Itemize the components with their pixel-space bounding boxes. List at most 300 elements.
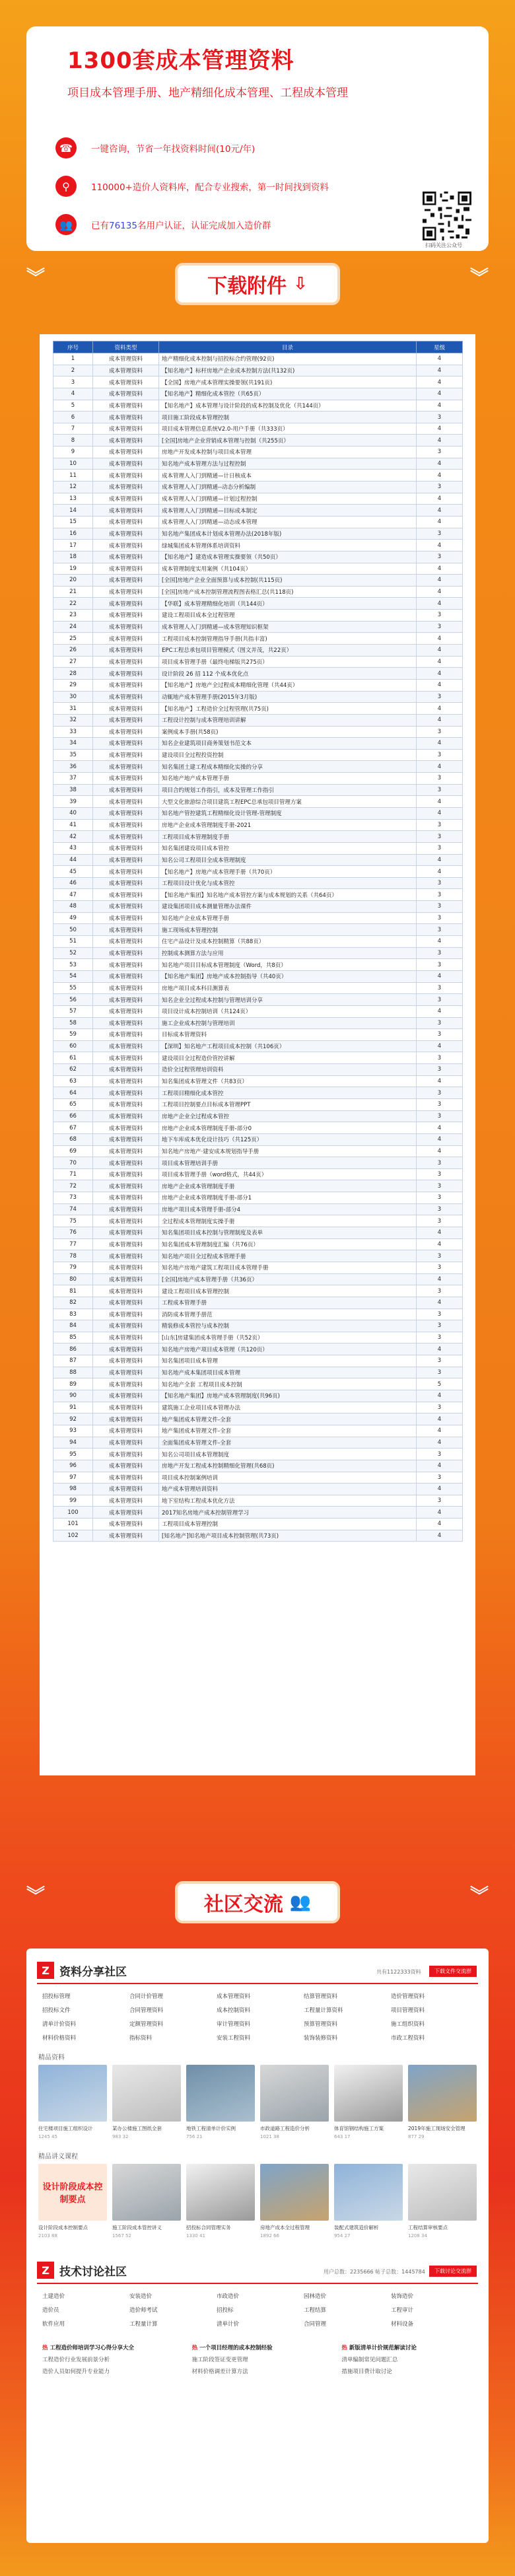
community-link[interactable]: 预算管理资料 — [304, 2021, 338, 2028]
cell-type: 成本管理资料 — [93, 982, 159, 994]
table-row[interactable] — [53, 842, 463, 854]
table-row[interactable] — [53, 796, 463, 808]
table-row[interactable] — [53, 819, 463, 831]
table-row[interactable] — [53, 540, 463, 552]
cell-title[interactable]: 知名集团成本管理文件（共83页） — [159, 1075, 417, 1087]
community-link[interactable]: 成本控制资料 — [217, 2007, 251, 2014]
cell-title[interactable]: 【知名地产】精细化成本管控（共65页） — [159, 388, 417, 400]
thumb-card[interactable] — [186, 2164, 255, 2238]
cell-title[interactable]: 房地产企业成本管理制度手册-部分0 — [159, 1122, 417, 1134]
table-row[interactable] — [53, 1320, 463, 1332]
feature-search[interactable] — [55, 176, 329, 197]
table-row[interactable] — [53, 633, 463, 645]
cell-rating: 3 — [417, 1029, 463, 1041]
cell-title[interactable]: 项目成本管理手册（最终电梯版共275页） — [159, 656, 417, 668]
cell-title[interactable]: 项目成本管理手册（word格式，共44页） — [159, 1168, 417, 1180]
cell-title[interactable]: 房地产企业成本管理制度手册-部分1 — [159, 1192, 417, 1204]
cell-rating: 3 — [417, 784, 463, 796]
cell-title[interactable]: 知名集团土建工程成本精细化实操的分享 — [159, 761, 417, 773]
cell-title[interactable]: 【知名地产】工程造价全过程管理(共75页) — [159, 703, 417, 715]
cell-title[interactable]: 【知名地产】成本管理与设计阶段的成本控制及优化（共144页） — [159, 400, 417, 411]
thumb-card[interactable] — [408, 2065, 477, 2139]
cell-title[interactable]: 成本管理人入门到精通—动态成本管理 — [159, 516, 417, 528]
table-row[interactable] — [53, 1449, 463, 1460]
table-row[interactable] — [53, 1180, 463, 1192]
community-link[interactable]: 清单计价 — [217, 2321, 240, 2328]
cell-title[interactable]: 知名地产成本管理方法与过程控制 — [159, 458, 417, 470]
community-link[interactable]: 定额管理资料 — [129, 2021, 164, 2028]
cell-title[interactable]: [全国]房地产成本管理手册（共36页） — [159, 1273, 417, 1285]
table-row[interactable] — [53, 1297, 463, 1308]
post-link[interactable]: 施工阶段签证变更管理 — [191, 2357, 248, 2363]
post-title[interactable]: 热 工程造价师培训学习心得分享大全 — [42, 2345, 134, 2351]
cell-title[interactable]: 【知名地产集团】房地产成本控制指导（共40页） — [159, 970, 417, 982]
cell-title[interactable]: 建设集团项目成本测量管理办法课件 — [159, 901, 417, 913]
community-link[interactable]: 结算管理资料 — [304, 1993, 338, 2000]
community-link[interactable]: 招投标管理 — [42, 1993, 71, 2000]
cell-index: 39 — [53, 796, 93, 808]
community-link[interactable]: 清单计价资料 — [42, 2021, 77, 2028]
cell-title[interactable]: 全过程成本管理制度实操手册 — [159, 1215, 417, 1227]
table-row[interactable] — [53, 982, 463, 994]
table-row[interactable] — [53, 773, 463, 785]
table-row[interactable] — [53, 784, 463, 796]
table-row[interactable] — [53, 959, 463, 971]
table-row[interactable] — [53, 598, 463, 610]
feature-search-text: 110000+造价人资料库，配合专业搜索，第一时间找到资料 — [91, 182, 329, 193]
cell-title[interactable]: 【知名地产】房地产全过程成本精细化管理（共44页） — [159, 679, 417, 691]
thumb-card[interactable] — [334, 2164, 403, 2238]
qr-code[interactable] — [423, 192, 471, 240]
community-link[interactable]: 材料设备 — [391, 2321, 414, 2328]
cell-type: 成本管理资料 — [93, 1519, 159, 1530]
table-row[interactable] — [53, 656, 463, 668]
cell-type: 成本管理资料 — [93, 668, 159, 680]
table-row[interactable] — [53, 807, 463, 819]
thumb-card[interactable] — [38, 2065, 107, 2139]
table-row[interactable] — [53, 1262, 463, 1273]
cell-title[interactable]: 房地产企业成本管理制度手册 — [159, 1180, 417, 1192]
table-row[interactable] — [53, 1238, 463, 1250]
table-row[interactable] — [53, 936, 463, 948]
table-row[interactable] — [53, 1332, 463, 1343]
community-link[interactable]: 软件应用 — [42, 2321, 65, 2328]
table-row[interactable] — [53, 854, 463, 866]
table-row[interactable] — [53, 726, 463, 738]
cell-rating: 4 — [417, 738, 463, 750]
thumb-stats: 1567 52 — [112, 2233, 131, 2238]
table-row[interactable] — [53, 970, 463, 982]
community-link[interactable]: 招投标文件 — [42, 2007, 71, 2014]
feature-users[interactable] — [55, 214, 271, 235]
thumb-card[interactable] — [334, 2065, 403, 2139]
cell-title[interactable]: 知名集团项目成本控制与管理制度及表单 — [159, 1227, 417, 1239]
community-link[interactable]: 合同管理资料 — [129, 2007, 164, 2014]
table-row[interactable] — [53, 1390, 463, 1402]
table-row[interactable] — [53, 1378, 463, 1390]
table-row[interactable] — [53, 947, 463, 959]
cell-title[interactable]: 绿城集团成本管理体系培训资料 — [159, 540, 417, 552]
table-row[interactable] — [53, 703, 463, 715]
cell-title[interactable]: 【深圳】知名地产工程项目成本控制（共106页） — [159, 1040, 417, 1052]
table-row[interactable] — [53, 1402, 463, 1413]
cell-title[interactable]: 成本管理人入门到精通—计划过程控制 — [159, 493, 417, 505]
community-link[interactable]: 工程量计算 — [129, 2321, 158, 2328]
cell-title[interactable]: 知名集团建设项目成本管控 — [159, 842, 417, 854]
table-row[interactable] — [53, 621, 463, 633]
community-link[interactable]: 市政造价 — [217, 2293, 240, 2300]
table-row[interactable] — [53, 679, 463, 691]
table-row[interactable] — [53, 714, 463, 726]
cell-title[interactable]: 知名地产房地产建筑工程项目成本管理手册 — [159, 1262, 417, 1273]
cell-rating: 3 — [417, 1203, 463, 1215]
community-link[interactable]: 成本管理资料 — [217, 1993, 251, 2000]
table-row[interactable] — [53, 761, 463, 773]
cell-type: 成本管理资料 — [93, 726, 159, 738]
table-row[interactable] — [53, 1017, 463, 1029]
cell-title[interactable]: [知名地产]知名地产项目成本控制管理(共73页) — [159, 1530, 417, 1542]
cell-title[interactable]: 案例成本手册(共58页) — [159, 726, 417, 738]
cell-title[interactable]: 2017知名房地产成本控制管理学习 — [159, 1507, 417, 1519]
table-row[interactable] — [53, 1075, 463, 1087]
table-row[interactable] — [53, 1203, 463, 1215]
cell-title[interactable]: 【知名地产集团】房地产成本管理制度(共96页) — [159, 1390, 417, 1402]
table-row[interactable] — [53, 831, 463, 843]
cell-title[interactable]: 目标成本管理资料 — [159, 1029, 417, 1041]
cell-title[interactable]: 知名企业全过程成本控制与管理培训分享 — [159, 994, 417, 1006]
community-link[interactable]: 项目管理资料 — [391, 2007, 425, 2014]
cell-title[interactable]: 成本管理人入门到精通—成本管理知识框架 — [159, 621, 417, 633]
cell-title[interactable]: 工程项目成本管理制度手册 — [159, 831, 417, 843]
cell-title[interactable]: 房地产开发成本控制与项目成本管理 — [159, 447, 417, 458]
cell-title[interactable]: 知名地产地产成本管理手册 — [159, 773, 417, 785]
cell-title[interactable]: 成本管理人入门到精通—目标成本制定 — [159, 505, 417, 517]
cell-title[interactable]: 知名企业建筑项目商务策划书范文本 — [159, 738, 417, 750]
community-link[interactable]: 造价员 — [42, 2307, 59, 2314]
cell-title[interactable]: 工程成本管理手册 — [159, 1297, 417, 1308]
table-row[interactable] — [53, 353, 463, 365]
forum-group-button[interactable]: 下载讨论交流群 — [429, 2266, 477, 2277]
table-row[interactable] — [53, 1484, 463, 1495]
table-row[interactable] — [53, 1530, 463, 1542]
table-row[interactable] — [53, 528, 463, 540]
table-row[interactable] — [53, 493, 463, 505]
table-row[interactable] — [53, 749, 463, 761]
table-row[interactable] — [53, 458, 463, 470]
cell-title[interactable]: 动辄地产成本管理手册(2015年3月版) — [159, 691, 417, 703]
table-row[interactable] — [53, 668, 463, 680]
table-row[interactable] — [53, 901, 463, 913]
cell-title[interactable]: 工程项目控制要点目标成本管理PPT — [159, 1099, 417, 1111]
table-row[interactable] — [53, 1355, 463, 1367]
thumb-card[interactable] — [38, 2164, 107, 2238]
table-row[interactable] — [53, 423, 463, 435]
table-row[interactable] — [53, 411, 463, 423]
table-row[interactable] — [53, 738, 463, 750]
cell-title[interactable]: 知名集团成本管理制度汇编（共76页） — [159, 1238, 417, 1250]
cell-title[interactable]: 住宅产品设计及成本控制精算（共88页） — [159, 936, 417, 948]
table-row[interactable] — [53, 1192, 463, 1204]
cell-title[interactable]: 【全国】房地产成本管理实操要领(共191页) — [159, 376, 417, 388]
table-row[interactable] — [53, 1040, 463, 1052]
table-row[interactable] — [53, 505, 463, 517]
table-row[interactable] — [53, 994, 463, 1006]
cell-index: 90 — [53, 1390, 93, 1402]
community-link[interactable]: 市政工程资料 — [391, 2035, 425, 2042]
cell-title[interactable]: 项目成本控制案例培训 — [159, 1472, 417, 1484]
post-title[interactable]: 热 一个项目经理的成本控制经验 — [191, 2345, 273, 2351]
table-row[interactable] — [53, 1157, 463, 1169]
cell-title[interactable]: 知名公司项目成本管理制度 — [159, 1449, 417, 1460]
cell-title[interactable]: 【知名地产】建造成本管理实操要领（共50页） — [159, 551, 417, 563]
table-row[interactable] — [53, 1145, 463, 1157]
cell-title[interactable]: 【华联】成本管理精细化培训（共144页） — [159, 598, 417, 610]
site-logo-icon: Z — [37, 2262, 54, 2279]
cell-title[interactable]: 造价全过程管理培训资料 — [159, 1064, 417, 1076]
table-row[interactable] — [53, 1425, 463, 1437]
cell-title[interactable]: 【知名地产】标杆房地产企业成本控制方法(共132页) — [159, 365, 417, 376]
community-link[interactable]: 审计管理资料 — [217, 2021, 251, 2028]
cell-type: 成本管理资料 — [93, 1413, 159, 1425]
table-row[interactable] — [53, 1005, 463, 1017]
table-row[interactable] — [53, 1215, 463, 1227]
cell-title[interactable]: 房地产项目成本科目测算表 — [159, 982, 417, 994]
cell-title[interactable]: 知名地产项目目标成本管理制度（Word，共8页） — [159, 959, 417, 971]
cell-title[interactable]: 工程项目精细化成本管控 — [159, 1087, 417, 1099]
table-row[interactable] — [53, 388, 463, 400]
cell-rating: 3 — [417, 773, 463, 785]
cell-title[interactable]: 知名地产管控建筑工程精细化设计管理-管理制度 — [159, 807, 417, 819]
cell-title[interactable]: 知名地产项目全过程成本管理手册 — [159, 1250, 417, 1262]
table-row[interactable] — [53, 1133, 463, 1145]
cell-title[interactable]: 建筑施工企业项目成本管理办法 — [159, 1402, 417, 1413]
cell-title[interactable]: 成本管理人入门到精通--动态分析编制 — [159, 482, 417, 493]
cell-title[interactable]: 地产集团成本管理文件-全套 — [159, 1425, 417, 1437]
table-row[interactable] — [53, 435, 463, 447]
table-row[interactable] — [53, 924, 463, 936]
table-row[interactable] — [53, 1052, 463, 1064]
cell-type: 成本管理资料 — [93, 1355, 159, 1367]
community-banner[interactable] — [175, 1881, 340, 1923]
cell-title[interactable]: 地下车库成本优化设计技巧（共125页） — [159, 1133, 417, 1145]
cell-title[interactable]: 知名地产全套 工程项目成本控制 — [159, 1378, 417, 1390]
hot-badge: 热 — [191, 2345, 198, 2351]
cell-title[interactable]: 【知名地产】房地产成本管理手册（共70页） — [159, 866, 417, 878]
table-row[interactable] — [53, 1168, 463, 1180]
cell-title[interactable]: 工程设计控制与成本管理培训讲解 — [159, 714, 417, 726]
thumb-card[interactable] — [186, 2065, 255, 2139]
table-row[interactable] — [53, 1472, 463, 1484]
table-row[interactable] — [53, 482, 463, 493]
table-row[interactable] — [53, 516, 463, 528]
table-row[interactable] — [53, 1308, 463, 1320]
community-link[interactable]: 材料价格资料 — [42, 2035, 77, 2042]
cell-index: 89 — [53, 1378, 93, 1390]
community-link[interactable]: 施工组织资料 — [391, 2021, 425, 2028]
cell-index: 36 — [53, 761, 93, 773]
table-row[interactable] — [53, 1087, 463, 1099]
community-link[interactable]: 造价师考试 — [129, 2307, 158, 2314]
cell-title[interactable]: 知名地产房地产项目成本管理（共120页） — [159, 1343, 417, 1355]
post-link[interactable]: 材料价格调差计算方法 — [191, 2369, 248, 2375]
cell-title[interactable]: [全国]房地产企业全面预算与成本控制(共115页) — [159, 575, 417, 587]
community-link[interactable]: 土建造价 — [42, 2293, 65, 2300]
cell-title[interactable]: 地产集团成本管理文件-全套 — [159, 1413, 417, 1425]
table-row[interactable] — [53, 400, 463, 411]
community-link[interactable]: 工程结算 — [304, 2307, 327, 2314]
cell-title[interactable]: 知名地产房地产·建安成本规划指导手册 — [159, 1145, 417, 1157]
table-row[interactable] — [53, 365, 463, 376]
table-row[interactable] — [53, 645, 463, 657]
table-row[interactable] — [53, 1273, 463, 1285]
cell-title[interactable]: EPC工程总承包项目管理模式（图文并茂，共22页） — [159, 645, 417, 657]
table-row[interactable] — [53, 1519, 463, 1530]
cell-title[interactable]: 知名地产企业成本管理手册 — [159, 912, 417, 924]
share-group-button[interactable]: 下载文件交流群 — [429, 1966, 477, 1977]
table-row[interactable] — [53, 1099, 463, 1111]
cell-index: 77 — [53, 1238, 93, 1250]
table-row[interactable] — [53, 1413, 463, 1425]
community-link[interactable]: 安装造价 — [129, 2293, 153, 2300]
cell-title[interactable]: 知名集团项目成本管理 — [159, 1355, 417, 1367]
thumb-card[interactable] — [112, 2065, 181, 2139]
post-link[interactable]: 工程造价行业发展前景分析 — [42, 2357, 110, 2363]
download-banner[interactable] — [175, 263, 340, 305]
cell-title[interactable]: 成本管理人入门到精通—计日核成本 — [159, 470, 417, 482]
community-link[interactable]: 合同计价管理 — [129, 1993, 164, 2000]
cell-title[interactable]: 知名地产成本集团项目成本管理 — [159, 1367, 417, 1378]
cell-title[interactable]: 房地产开发工程成本控制精细化管理(共68页) — [159, 1460, 417, 1472]
thumb-stats: 1021 38 — [260, 2134, 279, 2139]
cell-title[interactable]: 建设工程项目成本全过程管理 — [159, 610, 417, 622]
cell-rating: 3 — [417, 1355, 463, 1367]
cell-title[interactable]: 地产精细化成本控制与招投标合约管理(92页) — [159, 353, 417, 365]
table-row[interactable] — [53, 889, 463, 901]
table-row[interactable] — [53, 1110, 463, 1122]
cell-title[interactable]: 工程项目成本管理控制 — [159, 1519, 417, 1530]
cell-title[interactable]: 房地产企业成本管理制度手册-2021 — [159, 819, 417, 831]
cell-title[interactable]: 项目成本管理培训手册 — [159, 1157, 417, 1169]
cell-title[interactable]: 精装修成本管控与成本控制 — [159, 1320, 417, 1332]
cell-title[interactable]: 建设工程项目成本管理控制 — [159, 1285, 417, 1297]
cell-title[interactable]: 房地产项目成本管理手册-部分4 — [159, 1203, 417, 1215]
cell-title[interactable]: 建设项目全过程投资控制 — [159, 749, 417, 761]
cell-title[interactable]: [全国]房地产企业营销成本管理与控制（共255页） — [159, 435, 417, 447]
forum-post[interactable] — [192, 2343, 329, 2375]
community-link[interactable]: 工程量计算资料 — [304, 2007, 343, 2014]
forum-post[interactable] — [341, 2343, 478, 2375]
table-row[interactable] — [53, 1122, 463, 1134]
community-link[interactable]: 合同管理 — [304, 2321, 327, 2328]
cell-rating: 3 — [417, 1308, 463, 1320]
thumb-card[interactable] — [260, 2164, 329, 2238]
post-title[interactable]: 热 新版清单计价规范解读讨论 — [341, 2345, 417, 2351]
cell-title[interactable]: 成本管理制度实用案例（共104页） — [159, 563, 417, 575]
cell-title[interactable]: 大型文化旅游综合项目建筑工程EPC总承包项目管理方案 — [159, 796, 417, 808]
cell-title[interactable]: [全国]房地产成本控制管理流程图表格汇总(共118页) — [159, 586, 417, 598]
community-link[interactable]: 造价管理资料 — [391, 1993, 425, 2000]
cell-title[interactable]: 控制成本测算方法与应用 — [159, 947, 417, 959]
cell-title[interactable]: 全面集团成本管理文件-全套 — [159, 1437, 417, 1449]
cell-rating: 4 — [417, 365, 463, 376]
cell-title[interactable]: 知名地产集团成本计划成本管理办法(2018年版) — [159, 528, 417, 540]
cell-title[interactable]: 施工现场成本管理控制 — [159, 924, 417, 936]
table-row[interactable] — [53, 551, 463, 563]
cell-title[interactable]: 建设项目全过程造价管控讲解 — [159, 1052, 417, 1064]
thumb-card[interactable] — [260, 2065, 329, 2139]
table-row[interactable] — [53, 691, 463, 703]
table-row[interactable] — [53, 586, 463, 598]
post-link[interactable]: 造价人员如何提升专业能力 — [42, 2369, 110, 2375]
table-row[interactable] — [53, 866, 463, 878]
cell-title[interactable]: 知名公司工程项目全成本管理制度 — [159, 854, 417, 866]
community-link[interactable]: 招投标 — [217, 2307, 234, 2314]
cell-title[interactable]: 地产成本管理培训资料 — [159, 1484, 417, 1495]
community-link[interactable]: 装饰装修资料 — [304, 2035, 338, 2042]
cell-index: 65 — [53, 1099, 93, 1111]
community-link[interactable]: 安装工程资料 — [217, 2035, 251, 2042]
table-row[interactable] — [53, 1029, 463, 1041]
forum-post[interactable] — [42, 2343, 179, 2375]
thumb-card[interactable] — [408, 2164, 477, 2238]
cell-type: 成本管理资料 — [93, 1052, 159, 1064]
table-row[interactable] — [53, 1285, 463, 1297]
table-row[interactable] — [53, 1227, 463, 1239]
table-row[interactable] — [53, 1437, 463, 1449]
cell-title[interactable]: 项目设计成本控制培训（共124页） — [159, 1005, 417, 1017]
table-row[interactable] — [53, 470, 463, 482]
cell-type: 成本管理资料 — [93, 1180, 159, 1192]
community-link[interactable]: 工程审计 — [391, 2307, 414, 2314]
table-row[interactable] — [53, 1250, 463, 1262]
cell-title[interactable]: 项目施工阶段成本管理控制 — [159, 411, 417, 423]
cell-title[interactable]: 项目合约规划工作指引，成本及管理工作指引 — [159, 784, 417, 796]
cell-title[interactable]: 工程项目设计优化与成本管控 — [159, 877, 417, 889]
thumb-card[interactable] — [112, 2164, 181, 2238]
cell-title[interactable]: 设计阶段 26 招 112 个成本优化点 — [159, 668, 417, 680]
download-icon: ⇩ — [293, 274, 308, 294]
cell-title[interactable]: 消防成本管理手册范 — [159, 1308, 417, 1320]
cell-title[interactable]: 房地产企业全过程成本管控 — [159, 1110, 417, 1122]
cell-title[interactable]: 工程项目成本控制管理指导手册(共指丰富) — [159, 633, 417, 645]
table-row[interactable] — [53, 1367, 463, 1378]
community-link[interactable]: 装饰造价 — [391, 2293, 414, 2300]
cell-rating: 4 — [417, 1460, 463, 1472]
table-row[interactable] — [53, 1507, 463, 1519]
cell-title[interactable]: 施工企业成本控制与管理培训 — [159, 1017, 417, 1029]
table-row[interactable] — [53, 877, 463, 889]
table-row[interactable] — [53, 1343, 463, 1355]
table-row[interactable] — [53, 1064, 463, 1076]
table-row[interactable] — [53, 610, 463, 622]
community-link[interactable]: 指标资料 — [129, 2035, 153, 2042]
table-row[interactable] — [53, 563, 463, 575]
cell-title[interactable]: [山东]房建集团成本管理手册（共52页） — [159, 1332, 417, 1343]
community-link[interactable]: 园林造价 — [304, 2293, 327, 2300]
table-row[interactable] — [53, 1460, 463, 1472]
table-row[interactable] — [53, 376, 463, 388]
feature-consult[interactable] — [55, 137, 255, 159]
cell-title[interactable]: 项目成本管理信息系统V2.0-用户手册（共333页） — [159, 423, 417, 435]
post-link[interactable]: 清单编制常见问题汇总 — [341, 2357, 398, 2363]
table-row[interactable] — [53, 1495, 463, 1507]
table-row[interactable] — [53, 575, 463, 587]
cell-title[interactable]: 【知名地产集团】知名地产成本管控方案与成本规划的关系（共64页） — [159, 889, 417, 901]
post-link[interactable]: 措施项目费计取讨论 — [341, 2369, 392, 2375]
table-row[interactable] — [53, 912, 463, 924]
table-row[interactable] — [53, 447, 463, 458]
cell-title[interactable]: 地下室结构工程成本优化方法 — [159, 1495, 417, 1507]
